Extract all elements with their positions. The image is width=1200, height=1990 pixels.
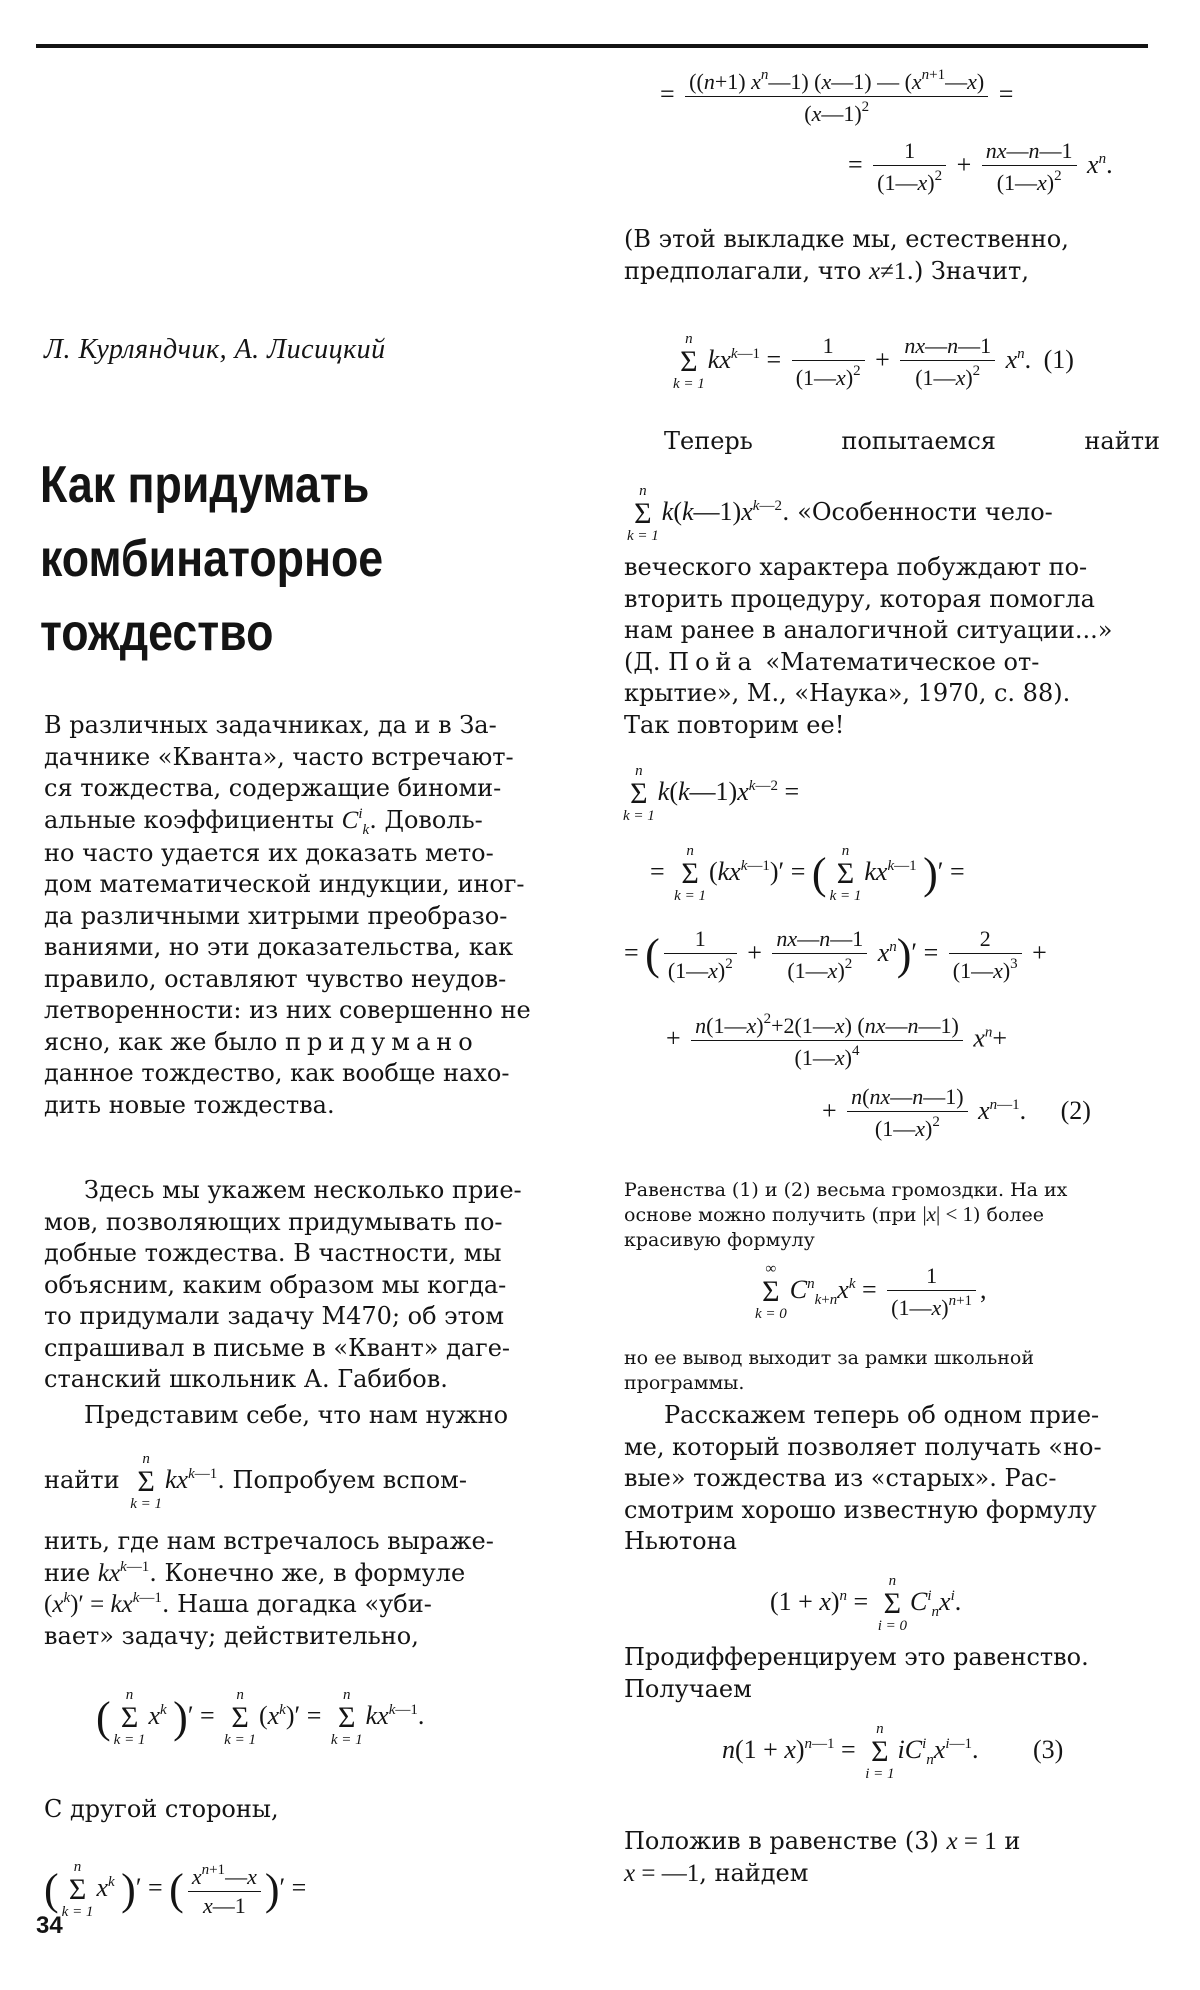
- page-number: 34: [36, 1912, 63, 1939]
- text-line: Продифференцируем это равенство.: [624, 1643, 1089, 1671]
- binomial-symbol: $C^i_k$: [341, 805, 370, 838]
- now-try-line: Теперь попытаемся найти: [664, 427, 1160, 455]
- text-line: дачнике «Кванта», часто встречают-: [44, 742, 514, 771]
- text-line: нам ранее в аналогичной ситуации...»: [624, 616, 1113, 644]
- equation-3: $n(1 + x)^{n—1}$ = n Σ i = 1 $iC^i_nx^{i—1}$. (3): [722, 1721, 1064, 1782]
- text-line: крытие», М., «Наука», 1970, с. 88).: [624, 679, 1071, 707]
- formula-expansion-2: + $\frac{n(1—x)^2+2(1—x) (nx—n—1)}{(1—x)^4}$ $x^n+$: [666, 1011, 1008, 1070]
- find-line: найти n Σ k = 1 $kx^{k—1}$. Попробуем вспом-: [44, 1451, 467, 1512]
- text-line: Расскажем теперь об одном прие-: [664, 1401, 1100, 1429]
- text-line: (В этой выкладке мы, естественно,: [624, 225, 1069, 253]
- title-line: комбинаторное: [40, 530, 384, 588]
- assumption-paragraph: [624, 224, 1160, 287]
- text-line: дить новые тождества.: [44, 1090, 335, 1119]
- formula-expansion: = ( $\frac{1}{(1—x)^2}$ + $\frac{nx—n—1}{(1—x)^2}$ $x^n)'$ = $\frac{2}{(1—x)^3}$ +: [624, 926, 1047, 983]
- third-paragraph-rest: [44, 1526, 580, 1652]
- text-line: В различных задачниках, да и в За-: [44, 711, 497, 739]
- third-paragraph-first-line: Представим себе, что нам нужно: [84, 1401, 509, 1429]
- text-line: вторить процедуру, которая помогла: [624, 584, 1095, 613]
- text-line: добные тождества. В частности, мы: [44, 1239, 502, 1267]
- text-line: веческого характера побуждают по-: [624, 553, 1088, 581]
- text-line: Здесь мы укажем несколько прие-: [84, 1176, 522, 1204]
- text-line: предполагали, что x≠1.) Значит,: [624, 256, 1029, 285]
- article-authors: Л. Курляндчик, А. Лисицкий: [44, 334, 386, 365]
- text-line: ясно, как же было придумано: [44, 1027, 479, 1056]
- quote-paragraph: [624, 552, 1160, 741]
- text-line: ваниями, но эти доказательства, как: [44, 933, 514, 961]
- small-note-end: [624, 1346, 1160, 1396]
- formula-sum-kxk1: n Σ k = 1 $kx^{k—1}$: [130, 1451, 218, 1512]
- formula-derivative-sum: ( n Σ k = 1 $x^k$ )′ = n Σ k = 1 $(x^k)'$ = n Σ k = 1 $kx^{k—1}$.: [96, 1687, 425, 1748]
- formula-continued-2: = $\frac{1}{(1—x)^2}$ + $\frac{nx—n—1}{(1—x)^2}$ $x^n$.: [848, 138, 1113, 195]
- formula-geometric-derivative: ( n Σ k = 1 $x^k$ )′ = ( $\frac{x^{n+1}—x}{x—1}$ )′ =: [44, 1859, 307, 1920]
- equation-label: (2): [1060, 1095, 1091, 1125]
- text-line: смотрим хорошо известную формулу: [624, 1495, 1097, 1524]
- text-line: программы.: [624, 1372, 745, 1394]
- text-line: Так повторим ее!: [624, 710, 845, 739]
- text-line: альные коэффициенты $C^i_k$. Доволь-: [44, 805, 483, 838]
- right-column: [620, 48, 1160, 1948]
- text-line: дом математической индукции, иног-: [44, 870, 525, 898]
- formula-continued-1: = $\frac{((n+1) x^n—1) (x—1) — (x^{n+1}—x)}{(x—1)^2}$ =: [660, 67, 1014, 126]
- title-line: тождество: [40, 604, 274, 662]
- text-line: $(x^k)' = kx^{k—1}$. Наша догадка «уби-: [44, 1590, 432, 1618]
- text-line: спрашивал в письме в «Квант» даге-: [44, 1333, 511, 1362]
- left-column: [40, 48, 580, 1948]
- text-line: правило, оставляют чувство неудов-: [44, 964, 507, 993]
- text-line: нить, где нам встречалось выраже-: [44, 1527, 494, 1555]
- equation-label: (1): [1043, 344, 1074, 374]
- emphasized-word: Пойа: [668, 647, 758, 676]
- second-paragraph: [44, 1175, 580, 1396]
- intro-paragraph: [44, 710, 580, 1121]
- formula-second-derivative: = n Σ k = 1 $(kx^{k—1})'$ = ( n Σ k = 1 $kx^{k—1}$ )′ =: [650, 843, 965, 904]
- text-line: красивую формулу: [624, 1229, 815, 1251]
- text-line: ся тождества, содержащие биноми-: [44, 774, 502, 802]
- final-paragraph: [624, 1826, 1160, 1889]
- text-line: данное тождество, как вообще нахо-: [44, 1059, 510, 1087]
- text-line: вые» тождества из «старых». Рас-: [624, 1464, 1057, 1492]
- differentiate-paragraph: [624, 1642, 1160, 1705]
- other-side-text: С другой стороны,: [44, 1795, 279, 1823]
- text-line: x = —1, найдем: [624, 1858, 809, 1887]
- text-line: ние $kx^{k—1}$. Конечно же, в формуле: [44, 1558, 466, 1587]
- formula-newton-binomial: $(1 + x)^n$ = n Σ i = 0 $C^i_nx^i$.: [770, 1573, 962, 1634]
- text-line: Положив в равенстве (3) x = 1 и: [624, 1827, 1021, 1855]
- text-line: да различными хитрыми преобразо-: [44, 901, 508, 930]
- text-line: вает» задачу; действительно,: [44, 1621, 419, 1650]
- equation-2: + $\frac{n(nx—n—1)}{(1—x)^2}$ $x^{n—1}$. (2): [822, 1084, 1091, 1141]
- article-title: [40, 448, 496, 670]
- quote-first-line: n Σ k = 1 $k(k—1)x^{k—2}$. «Особенности чело-: [627, 483, 1053, 544]
- formula-infinite-sum: ∞ Σ k = 0 $C^n_{k+n}x^k$ = $\frac{1}{(1—x)^{n+1}}$ ,: [755, 1261, 987, 1322]
- text-line: но ее вывод выходит за рамки школьной: [624, 1347, 1034, 1369]
- title-line: Как придумать: [40, 456, 370, 514]
- text-line: Ньютона: [624, 1527, 737, 1555]
- text-line: объясним, каким образом мы когда-: [44, 1270, 507, 1299]
- text-line: то придумали задачу М470; об этом: [44, 1302, 505, 1330]
- text-line: летворенности: из них совершенно не: [44, 996, 531, 1024]
- emphasized-word: придумано: [285, 1027, 479, 1056]
- text-line: Получаем: [624, 1674, 752, 1703]
- text-line: мов, позволяющих придумывать по-: [44, 1207, 503, 1236]
- text-line: основе можно получить (при |x| < 1) более: [624, 1202, 1044, 1226]
- small-note: [624, 1178, 1160, 1253]
- newton-paragraph: [624, 1400, 1160, 1558]
- text-line: ме, который позволяет получать «но-: [624, 1432, 1102, 1461]
- text-line: Равенства (1) и (2) весьма громоздки. На их: [624, 1179, 1068, 1201]
- text-line: но часто удается их доказать мето-: [44, 838, 494, 867]
- text-line: станский школьник А. Габибов.: [44, 1365, 448, 1393]
- equation-label: (3): [1032, 1734, 1064, 1764]
- formula-second-sum: n Σ k = 1 $k(k—1)x^{k—2}$ =: [623, 763, 800, 824]
- equation-1: n Σ k = 1 $kx^{k—1}$ = $\frac{1}{(1—x)^2}$ + $\frac{nx—n—1}{(1—x)^2}$ $x^n$. (1): [673, 331, 1074, 392]
- text-line: (Д. Пойа «Математическое от-: [624, 647, 1040, 676]
